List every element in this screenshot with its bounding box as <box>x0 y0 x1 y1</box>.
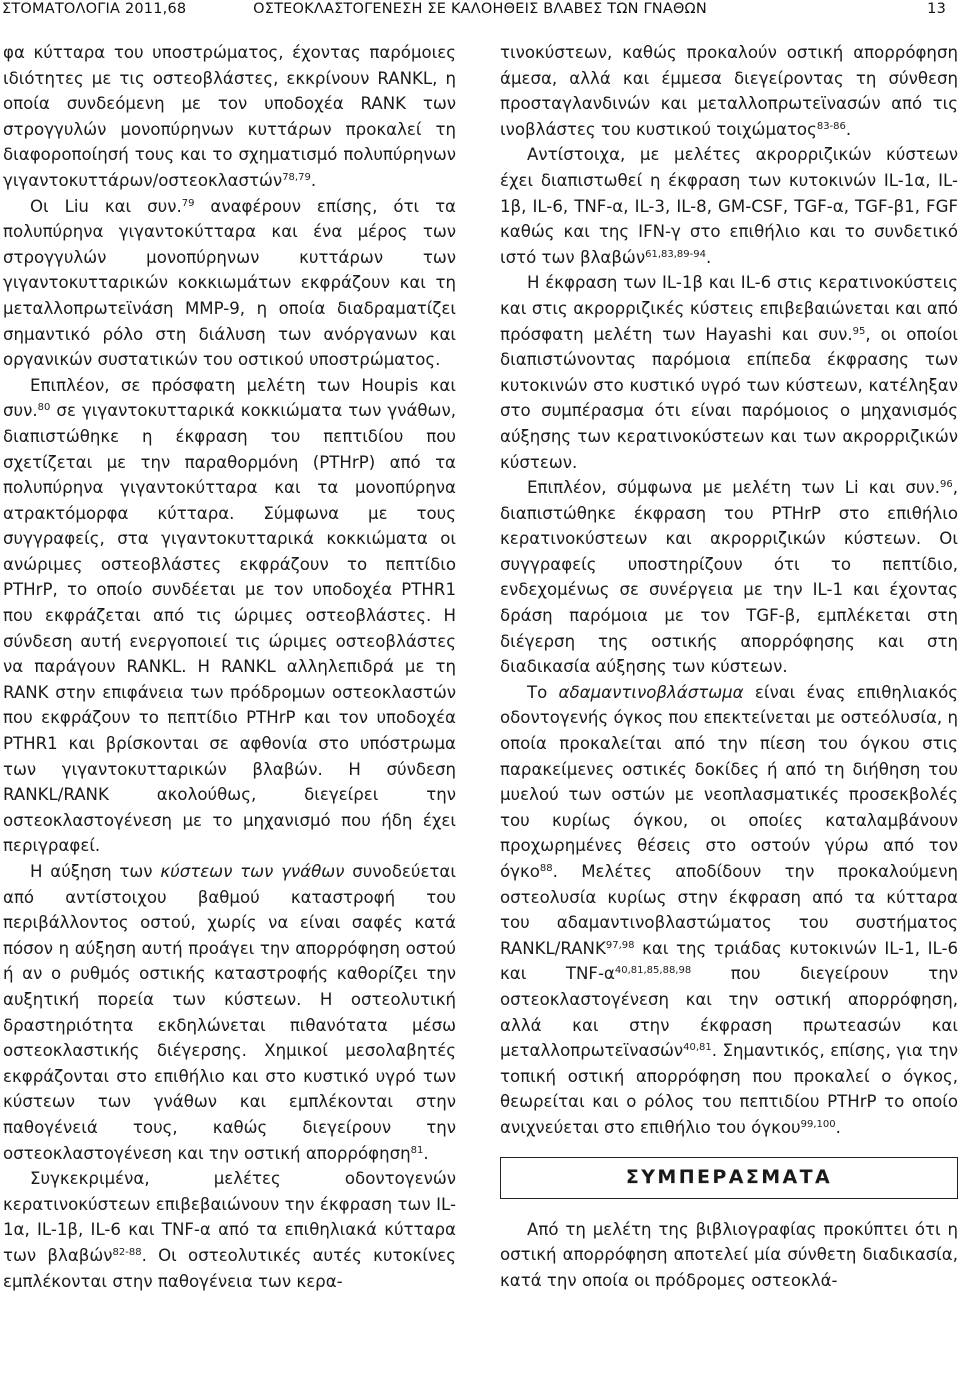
citation: 82-88 <box>112 1246 142 1258</box>
paragraph: Η έκφραση των IL-1β και IL-6 στις κερατινοκύστεις και στις ακρορριζικές κύστεις επιβεβαιώνεται και από πρόσφατη μελέτη των Hayashi και συν.$^{95}$, οι οποίοι διαπιστώνοντας παρόμοια επίπεδα έκφρασης των κυτοκινών στο κυστικό υγρό των κύστεων, κατέληξαν στο συμπέρασμα ότι είναι παρόμοιος ο μηχανισμός αύξησης των κερατινοκύστεων και των ακρορριζικών κύστεων. <box>500 273 958 472</box>
citation: 96 <box>939 479 953 491</box>
emphasis: αδαμαντινοβλάστωμα <box>558 682 744 702</box>
citation: 79 <box>181 197 195 209</box>
citation: 40,81,85,88,98 <box>614 965 692 977</box>
citation: 81 <box>410 1144 424 1156</box>
right-column <box>500 40 958 1293</box>
paragraph: φα κύτταρα του υποστρώματος, έχοντας παρόμοιες ιδιότητες με τις οστεοβλάστες, εκκρίνουν RANKL, η οποία συνδεόμενη με τον υποδοχέα RANK των στρογγυλών μονοπύρηνων κυττάρων προκαλεί τη διαφοροποίησή τους και το σχηματισμό πολυπύρηνων γιγαντοκυττάρων/οστεοκλαστών$^{78,79}$. <box>3 43 456 190</box>
paragraph: Από τη μελέτη της βιβλιογραφίας προκύπτει ότι η οστική απορρόφηση αποτελεί μία σύνθετη διαδικασία, κατά την οποία οι πρόδρομες οστεοκλά- <box>500 1219 958 1290</box>
page-number: 13 <box>927 1 946 17</box>
citation: 78,79 <box>282 171 311 183</box>
paragraph: Συγκεκριμένα, μελέτες οδοντογενών κερατινοκύστεων επιβεβαιώνουν την έκφραση των IL-1α, IL-1β, IL-6 και TNF-α από τα επιθηλιακά κύτταρα των βλαβών$^{82-88}$. Οι οστεολυτικές αυτές κυτοκίνες εμπλέκονται στην παθογένεια των κερα- <box>3 1169 456 1291</box>
citation: 61,83,89-94 <box>645 248 706 260</box>
running-header <box>0 0 960 26</box>
paragraph: Επιπλέον, σε πρόσφατη μελέτη των Houpis και συν.$^{80}$ σε γιγαντοκυτταρικά κοκκιώματα των γνάθων, διαπιστώθηκε η έκφραση του πεπτιδίου που σχετίζεται με την παραθορμόνη (PTHrP) από τα πολυπύρηνα γιγαντοκύτταρα και τα μονοπύρηνα ατρακτόμορφα κύτταρα. Σύμφωνα με τους συγγραφείς, στα γιγαντοκυτταρικά κοκκιώματα οι ανώριμες οστεοβλάστες εκφράζουν το πεπτίδιο PTHrP, το οποίο συνδέεται με τον υποδοχέα PTHR1 που εκφράζεται από τις ώριμες οστεοβλάστες. Η σύνδεση αυτή ενεργοποιεί τις ώριμες οστεοβλάστες να παράγουν RANKL. Η RANKL αλληλεπιδρά με τη RANK στην επιφάνεια των πρόδρομων οστεοκλαστών που εκφράζουν το πεπτίδιο PTHrP και τον υποδοχέα PTHR1 και βρίσκονται σε αφθονία στο υπόστρωμα των γιγαντοκυτταρικών βλαβών. Η σύνδεση RANKL/RANK ακολούθως, διεγείρει την οστεοκλαστογένεση με το μηχανισμό που ήδη έχει περιγραφεί. <box>3 375 456 856</box>
paragraph: Επιπλέον, σύμφωνα με μελέτη των Li και συν.$^{96}$, διαπιστώθηκε έκφραση του PTHrP στο επιθήλιο κερατινοκύστεων και ακρορριζικών κύστεων. Οι συγγραφείς υποστηρίζουν ότι το πεπτίδιο, ενδεχομένως σε συνέργεια με την IL-1 και έχοντας δράση παρόμοια με τον TGF-β, εμπλέκεται στη διέγερση της οστικής απορρόφησης και στη διαδικασία αύξησης των κύστεων. <box>500 478 958 677</box>
paragraph: τινοκύστεων, καθώς προκαλούν οστική απορρόφηση άμεσα, αλλά και έμμεσα διεγείροντας τη σύνθεση προσταγλανδινών και μεταλλοπρωτεϊνασών από τις ινοβλάστες του κυστικού τοιχώματος$^{83-86}$. <box>500 43 958 139</box>
section-heading: ΣΥΜΠΕΡΑΣΜΑΤΑ <box>500 1157 958 1199</box>
left-column <box>3 40 456 1294</box>
citation: 88 <box>539 863 553 874</box>
citation: 40,81 <box>683 1042 712 1054</box>
paragraph: Οι Liu και συν.$^{79}$ αναφέρουν επίσης, ότι τα πολυπύρηνα γιγαντοκύτταρα και ένα μέρος των στρογγυλών μονοπύρηνων κυττάρων των γιγαντοκυτταρικών κοκκιωμάτων εκφράζουν και τη μεταλλοπρωτεϊνάση MMP-9, η οποία διαδραματίζει σημαντικό ρόλο στη διάλυση των ανόργανων και οργανικών συστατικών του οστικού υποστρώματος. <box>3 196 456 370</box>
paragraph: Αντίστοιχα, με μελέτες ακρορριζικών κύστεων έχει διαπιστωθεί η έκφραση των κυτοκινών IL-1α, IL-1β, IL-6, TNF-α, IL-3, IL-8, GM-CSF, TGF-α, TGF-β1, FGF καθώς και της IFN-γ στο επιθήλιο και το συνδετικό ιστό των βλαβών$^{61,83,89-94}$. <box>500 145 958 267</box>
paragraph: Το αδαμαντινοβλάστωμα είναι ένας επιθηλιακός οδοντογενής όγκος που επεκτείνεται με οστεόλυσία, η οποία προκαλείται από την πίεση του όγκου στις παρακείμενες οστικές δοκίδες ή από τη διήθηση του μυελού των οστών με νεοπλασματικές προσεκβολές του κυρίως όγκου, οι οποίες καταλαμβάνουν προχωρημένες θέσεις στο οστούν γύρω από τον όγκο$^{88}$. Μελέτες αποδίδουν την προκαλούμενη οστεολυσία κυρίως στην έκφραση από τα κύτταρα του αδαμαντινοβλαστώματος του συστήματος RANKL/RANK$^{97,98}$ και της τριάδας κυτοκινών IL-1, IL-6 και TNF-$\alpha^{40,81,85,88,98}$ που διεγείρουν την οστεοκλαστογένεση και την οστική απορρόφηση, αλλά και στην έκφραση πρωτεασών και μεταλλοπρωτεϊνασών$^{40,81}$. Σημαντικός, επίσης, για την τοπική οστική απορρόφηση που προκαλεί ο όγκος, θεωρείται και ο ρόλος του πεπτιδίου PTHrP το οποίο ανιχνεύεται στο επιθήλιο του όγκου$^{99,100}$. <box>500 682 958 1137</box>
article-title: ΟΣΤΕΟΚΛΑΣΤΟΓΕΝΕΣΗ ΣΕ ΚΑΛΟΗΘΕΙΣ ΒΛΑΒΕΣ ΤΩΝ ΓΝΑΘΩΝ <box>253 1 707 17</box>
citation: 99,100 <box>800 1118 836 1130</box>
citation: 95 <box>852 325 866 337</box>
citation: 97,98 <box>605 939 635 951</box>
journal-name: ΣΤΟΜΑΤΟΛΟΓΙΑ 2011,68 <box>2 1 187 17</box>
paragraph: Η αύξηση των κύστεων των γνάθων συνοδεύεται από αντίστοιχου βαθμού καταστροφή του περιβάλλοντος οστού, χωρίς να είναι σαφές κατά πόσον η αύξηση αυτή προάγει την απορρόφηση οστού ή αν ο ρυθμός οστικής καταστροφής καθορίζει την αυξητική πορεία των κύστεων. Η οστεολυτική δραστηριότητα εκδηλώνεται πιθανότατα μέσω οστεοκλαστικής διέγερσης. Χημικοί μεσολαβητές εκφράζονται στο επιθήλιο και στο κυστικό υγρό των κύστεων των γνάθων και εμπλέκονται στην παθογένειά τους, καθώς διεγείρουν την οστεοκλαστογένεση και την οστική απορρόφηση$^{81}$. <box>3 862 456 1163</box>
citation: 80 <box>37 402 51 414</box>
citation: 83-86 <box>816 120 846 132</box>
emphasis: κύστεων των γνάθων <box>160 862 345 881</box>
